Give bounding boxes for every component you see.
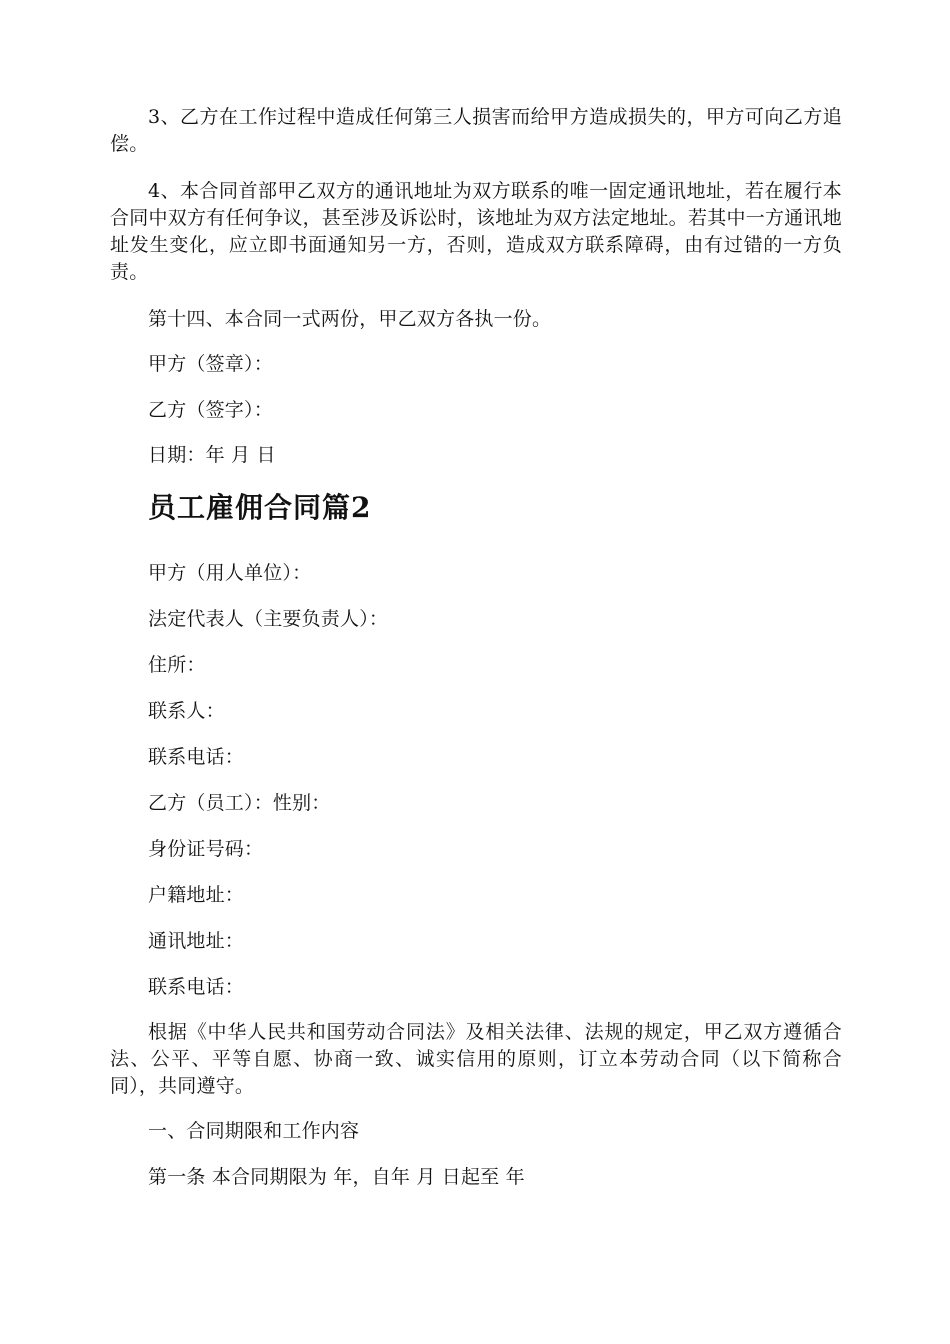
paragraph-date: 日期：年 月 日 bbox=[148, 444, 276, 466]
paragraph-party-a-seal: 甲方（签章）： bbox=[148, 353, 273, 375]
paragraph-section-one: 一、合同期限和工作内容 bbox=[148, 1120, 360, 1142]
paragraph-employee-gender: 乙方（员工）：性别： bbox=[148, 792, 331, 814]
paragraph-third-party-damage: 3、乙方在工作过程中造成任何第三人损害而给甲方造成损失的，甲方可向乙方追偿。 bbox=[110, 106, 842, 155]
paragraph-employer: 甲方（用人单位）： bbox=[148, 562, 312, 584]
paragraph-legal-basis: 根据《中华人民共和国劳动合同法》及相关法律、法规的规定，甲乙双方遵循合法、公平、平等自愿、协商一致、诚实信用的原则，订立本劳动合同（以下简称合同），共同遵守。 bbox=[110, 1021, 842, 1097]
paragraph-contact-phone-a: 联系电话： bbox=[148, 746, 245, 768]
paragraph-contact-address: 4、本合同首部甲乙双方的通讯地址为双方联系的唯一固定通讯地址，若在履行本合同中双方有任何争议，甚至涉及诉讼时，该地址为双方法定地址。若其中一方通讯地址发生变化，应立即书面通知另一方，否则，造成双方联系障碍，由有过错的一方负责。 bbox=[110, 180, 842, 283]
section-heading: 员工雇佣合同篇2 bbox=[148, 491, 372, 524]
paragraph-legal-representative: 法定代表人（主要负责人）： bbox=[148, 608, 389, 630]
paragraph-id-number: 身份证号码： bbox=[148, 838, 264, 860]
paragraph-household-address: 户籍地址： bbox=[148, 884, 245, 906]
paragraph-address: 住所： bbox=[148, 654, 206, 676]
paragraph-party-b-signature: 乙方（签字）： bbox=[148, 399, 273, 421]
paragraph-mailing-address: 通讯地址： bbox=[148, 930, 245, 952]
paragraph-article-one: 第一条 本合同期限为 年，自年 月 日起至 年 bbox=[148, 1166, 525, 1188]
paragraph-contact-phone-b: 联系电话： bbox=[148, 976, 245, 998]
paragraph-copies: 第十四、本合同一式两份，甲乙双方各执一份。 bbox=[148, 308, 552, 330]
paragraph-contact-person: 联系人： bbox=[148, 700, 225, 722]
